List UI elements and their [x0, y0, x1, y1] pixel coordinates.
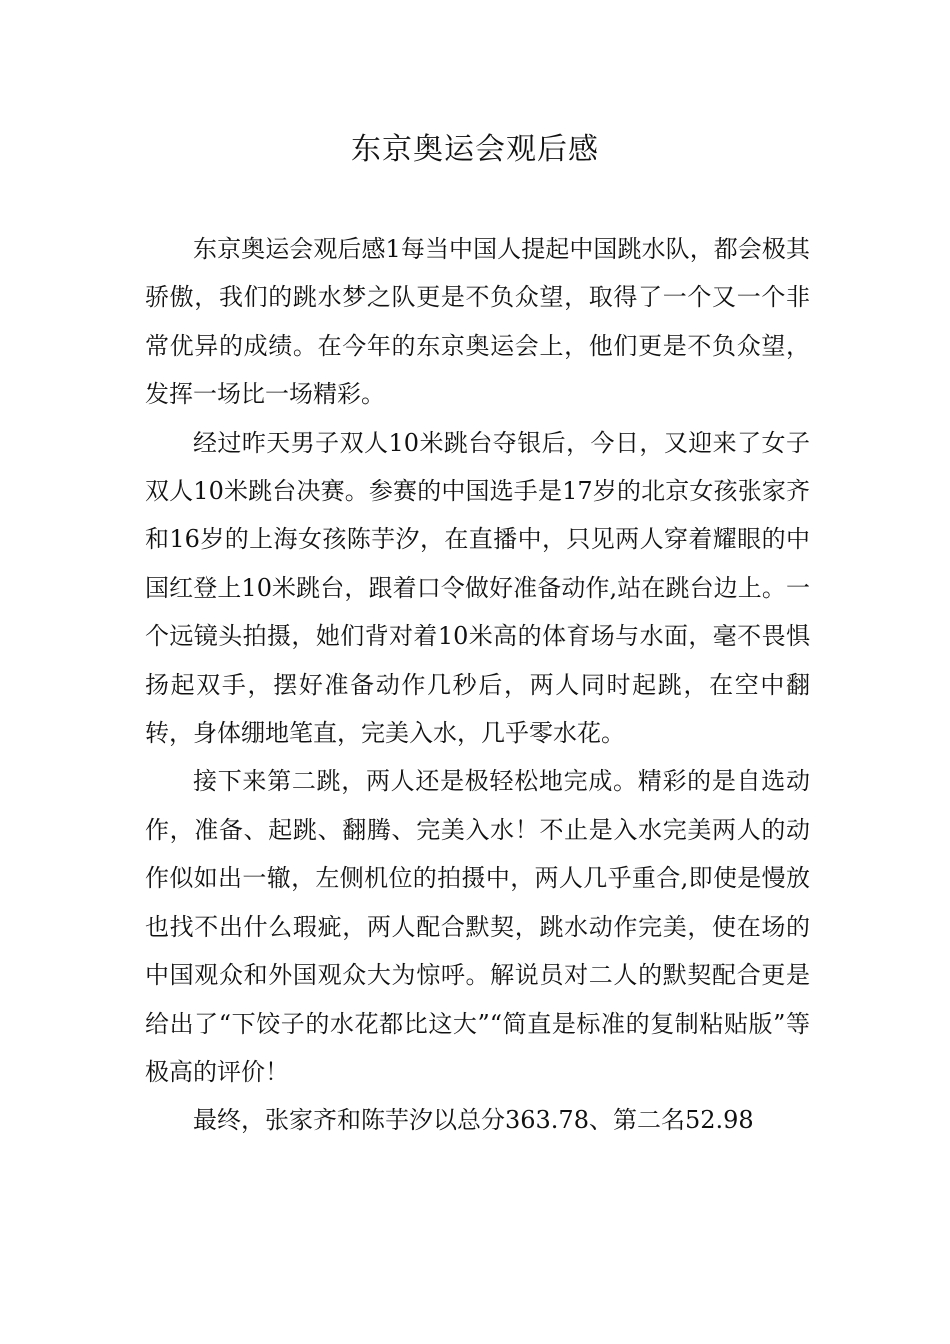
paragraph-3: 接下来第二跳，两人还是极轻松地完成。精彩的是自选动作，准备、起跳、翻腾、完美入水！不止是入水完美两人的动作似如出一辙，左侧机位的拍摄中，两人几乎重合,即使是慢放也找不出什么瑕疵，两人配合默契，跳水动作完美，使在场的中国观众和外国观众大为惊呼。解说员对二人的默契配合更是给出了“下饺子的水花都比这大”“简直是标准的复制粘贴版”等极高的评价！	[145, 767, 810, 1086]
paragraph-1: 东京奥运会观后感1每当中国人提起中国跳水队，都会极其骄傲，我们的跳水梦之队更是不负众望，取得了一个又一个非常优异的成绩。在今年的东京奥运会上，他们更是不负众望，发挥一场比一场精彩。	[145, 235, 810, 409]
paragraph-4: 最终，张家齐和陈芋汐以总分363.78、第二名52.98	[193, 1106, 754, 1135]
document-body	[145, 225, 810, 1145]
paragraph-2: 经过昨天男子双人10米跳台夺银后，今日，又迎来了女子双人10米跳台决赛。参赛的中国选手是17岁的北京女孩张家齐和16岁的上海女孩陈芋汐，在直播中，只见两人穿着耀眼的中国红登上10米跳台，跟着口令做好准备动作,站在跳台边上。一个远镜头拍摄，她们背对着10米高的体育场与水面，毫不畏惧扬起双手，摆好准备动作几秒后，两人同时起跳，在空中翻转，身体绷地笔直，完美入水，几乎零水花。	[145, 428, 810, 748]
document-title: 东京奥运会观后感	[351, 132, 599, 167]
